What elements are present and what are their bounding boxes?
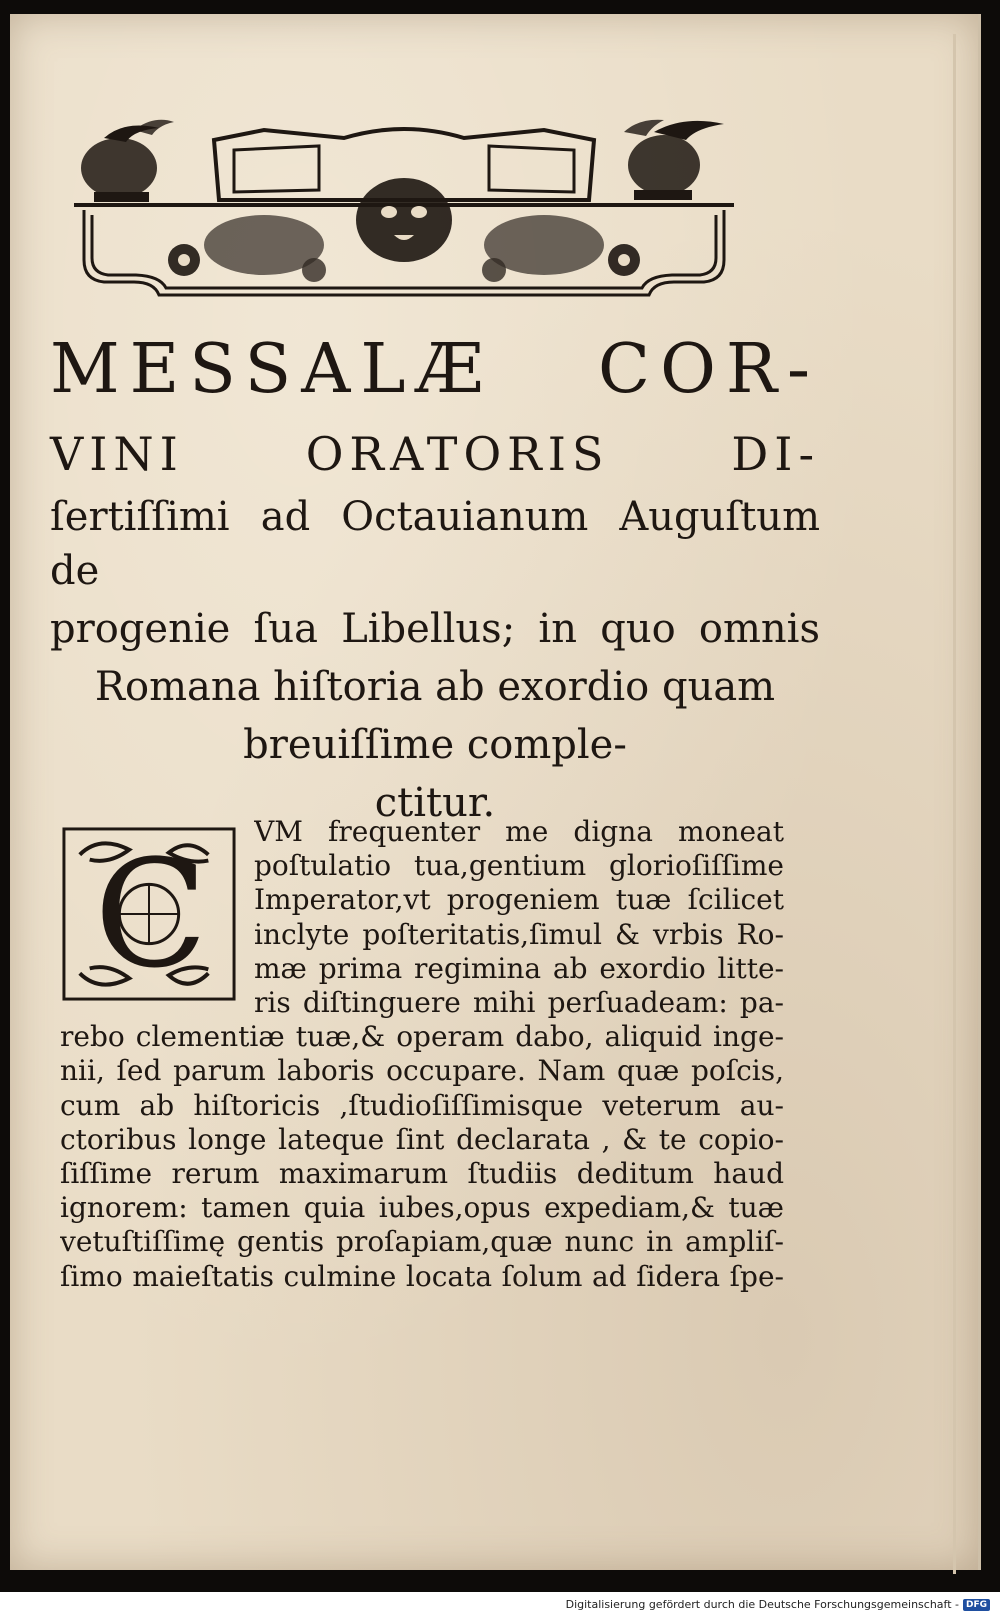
body-line-14: ſimo maieſtatis culmine locata ſolum ad ſidera ſpe-: [60, 1259, 784, 1293]
body-line-2: poſtulatio tua,gentium glorioſiſſime: [254, 849, 784, 883]
body-line-12: ignorem: tamen quia iubes,opus expediam,& tuæ: [60, 1191, 784, 1225]
title-line-3: ſertiſſimi ad Octauianum Auguſtum de: [50, 494, 820, 594]
page-edge: [953, 34, 956, 1574]
digitization-credit: [566, 1598, 990, 1611]
body-line-3: Imperator,vt progeniem tuæ ſcilicet: [254, 883, 784, 917]
credit-text: Digitalisierung gefördert durch die Deutsche Forschungsgemeinschaft -: [565, 1598, 959, 1611]
body-line-4: inclyte poſteritatis,ſimul & vrbis Ro-: [254, 917, 784, 951]
body-line-9: cum ab hiſtoricis ,ſtudioſiſſimisque veterum au-: [60, 1088, 784, 1122]
body-line-7: rebo clementiæ tuæ,& operam dabo, aliquid inge-: [60, 1020, 784, 1054]
title-line-4: progenie ſua Libellus; in quo omnis: [50, 606, 820, 652]
body-line-11: ſiſſime rerum maximarum ſtudiis deditum haud: [60, 1157, 784, 1191]
body-line-6: ris diſtinguere mihi perſuadeam: pa-: [254, 986, 784, 1020]
body-line-13: vetuſtiſſimę gentis proſapiam,quæ nunc in ampliſ-: [60, 1225, 784, 1259]
body-text: [60, 815, 784, 1294]
decorated-initial-icon: [60, 825, 238, 1003]
title-line-5: Romana hiſtoria ab exordio quam: [94, 664, 776, 710]
title-line-1: MESSALÆ COR-: [50, 330, 820, 409]
title-line-2: VINI ORATORIS DI-: [50, 427, 820, 481]
title-block: [50, 330, 820, 830]
title-line-6: breuiſſime comple-: [243, 722, 627, 768]
drop-cap-letter: C: [94, 827, 208, 1001]
body-line-10: ctoribus longe lateque ſint declarata , & te copio-: [60, 1122, 784, 1156]
body-line-1: VM frequenter me digna moneat: [254, 815, 784, 848]
body-line-5: mæ prima regimina ab exordio litte-: [254, 951, 784, 985]
title-line-7: ctitur.: [374, 780, 496, 826]
body-line-8: nii, ſed parum laboris occupare. Nam quæ poſcis,: [60, 1054, 784, 1088]
dfg-logo-icon: DFG: [963, 1599, 990, 1611]
woodcut-ornament-icon: [64, 110, 744, 310]
